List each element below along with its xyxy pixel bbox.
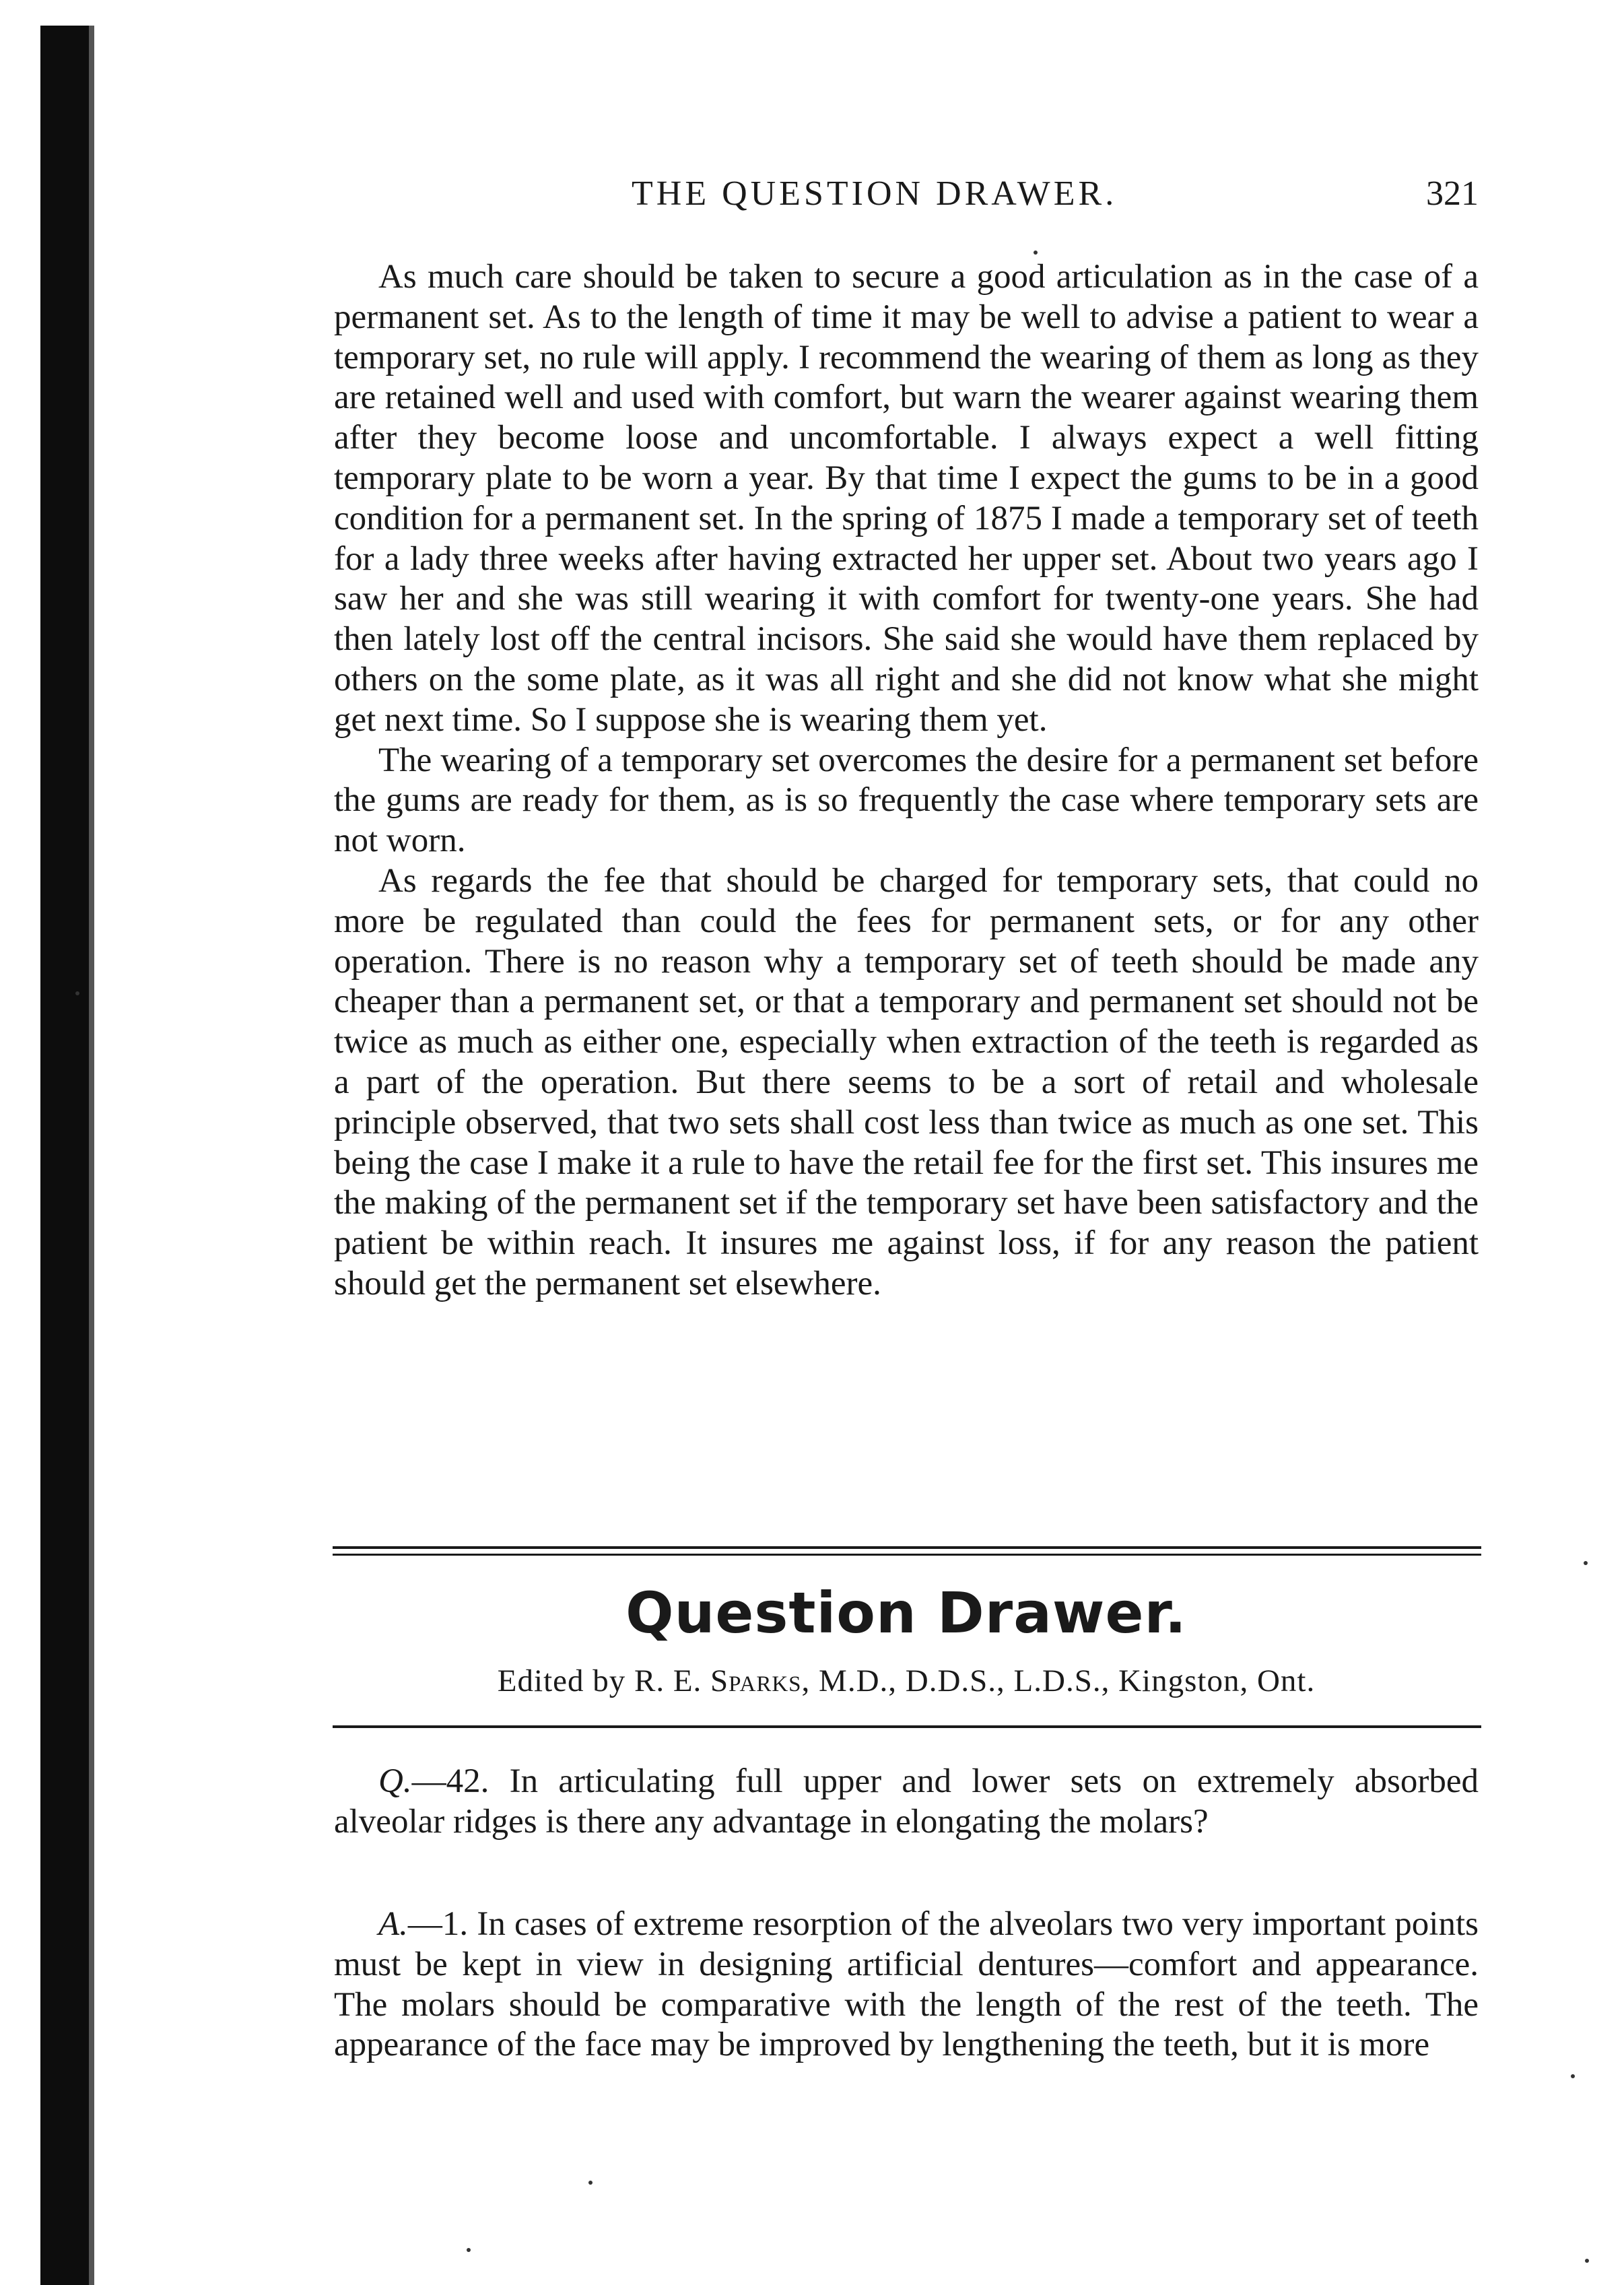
- binding-edge: [40, 26, 89, 2285]
- article-continuation: [334, 257, 1479, 1304]
- editor-credentials: , M.D., D.D.S., L.D.S., Kingston, Ont.: [801, 1663, 1316, 1698]
- editor-credit: [334, 1661, 1479, 1701]
- running-title: THE QUESTION DRAWER.: [632, 174, 1118, 213]
- question-block: [334, 1762, 1479, 1843]
- print-speck: [1585, 2259, 1589, 2263]
- binding-edge-shadow: [89, 26, 94, 2285]
- answer-text: —1. In cases of extreme resorption of the alveolars two very important points must be kept in view in designing artificial dentures—comfort and appearance. The molars should be comparative with the length of the rest of the teeth. The appearance of the face may be improved by lengthening the teeth, but it is more: [334, 1905, 1479, 2064]
- page-number: 321: [1426, 174, 1479, 213]
- section-title: Question Drawer.: [625, 1580, 1187, 1646]
- answer-block: [334, 1905, 1479, 2065]
- running-head: [334, 174, 1479, 221]
- paragraph: The wearing of a temporary set overcomes the desire for a permanent set before the gums are ready for them, as is so frequently the case where temporary sets are not worn.: [334, 741, 1479, 860]
- print-speck: [1034, 251, 1038, 255]
- print-speck: [75, 991, 79, 995]
- editor-prefix: Edited by: [497, 1663, 626, 1698]
- editor-name: R. E. Sparks: [634, 1663, 802, 1698]
- question-text: —42. In articulating full upper and lower sets on extremely absorbed alveolar ridges is there any advantage in elongating the molars?: [334, 1762, 1479, 1841]
- section-divider: [333, 1546, 1481, 1556]
- paragraph: As much care should be taken to secure a good articulation as in the case of a permanent set. As to the length of time it may be well to advise a patient to wear a temporary set, no rule will apply. I recommend the wearing of them as long as they are retained well and used with comfort, but warn the wearer against wearing them after they become loose and uncomfortable. I always expect a well fitting temporary plate to be worn a year. By that time I expect the gums to be in a good condition for a permanent set. In the spring of 1875 I made a temporary set of teeth for a lady three weeks after having extracted her upper set. About two years ago I saw her and she was still wearing it with comfort for twenty-one years. She had then lately lost off the central incisors. She said she would have them replaced by others on the some plate, as it was all right and she did not know what she might get next time. So I suppose she is wearing them yet.: [334, 258, 1479, 739]
- answer-label: A.: [378, 1905, 408, 1943]
- print-speck: [588, 2181, 593, 2185]
- print-speck: [1584, 1561, 1588, 1565]
- editor-rule: [333, 1725, 1481, 1728]
- answer: [334, 1905, 1479, 2065]
- question: [334, 1762, 1479, 1843]
- print-speck: [467, 2248, 471, 2252]
- question-label: Q.: [378, 1762, 412, 1800]
- print-speck: [1571, 2074, 1575, 2078]
- paragraph: As regards the fee that should be charged for temporary sets, that could no more be regulated than could the fees for permanent sets, or for any other operation. There is no reason why a temporary set of teeth should be made any cheaper than a permanent set, or that a temporary and permanent set should not be twice as much as either one, especially when extraction of the teeth is regarded as a part of the operation. But there seems to be a sort of retail and wholesale principle observed, that two sets shall cost less than twice as much as one set. This being the case I make it a rule to have the retail fee for the first set. This insures me the making of the permanent set if the temporary set have been satisfactory and the patient be within reach. It insures me against loss, if for any reason the patient should get the permanent set elsewhere.: [334, 861, 1479, 1302]
